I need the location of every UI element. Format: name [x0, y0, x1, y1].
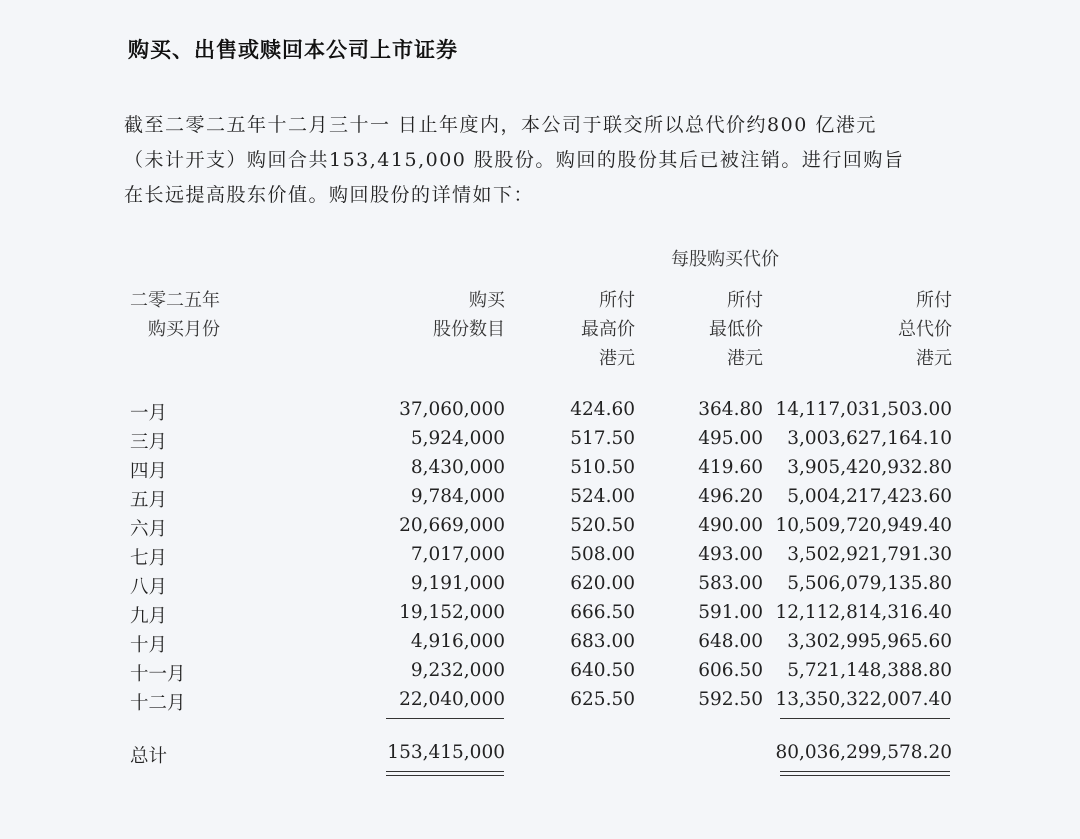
- column-header-line: 港元: [727, 348, 763, 369]
- total-consideration-cell: 14,117,031,503.00: [775, 399, 952, 420]
- table-row: [0, 602, 1080, 631]
- paragraph-line: 截至二零二五年十二月三十一 日止年度内，本公司于联交所以总代价约800 亿港元: [124, 114, 877, 136]
- high-price-cell: 510.50: [570, 457, 635, 478]
- shares-cell: 4,916,000: [410, 631, 505, 652]
- column-header-line: 最低价: [709, 319, 763, 340]
- high-price-cell: 524.00: [570, 486, 635, 507]
- table-row: [0, 457, 1080, 486]
- double-rule-shares-bottom: [386, 775, 504, 776]
- low-price-cell: 592.50: [698, 689, 763, 710]
- total-label: 总计: [130, 746, 168, 767]
- table-row: [0, 573, 1080, 602]
- shares-cell: 37,060,000: [399, 399, 505, 420]
- month-cell: 十二月: [130, 693, 186, 714]
- subtotal-rule-shares: [386, 718, 504, 719]
- low-price-cell: 583.00: [698, 573, 763, 594]
- column-header-line: 所付: [599, 290, 635, 311]
- column-header-line: 所付: [916, 290, 952, 311]
- shares-cell: 19,152,000: [399, 602, 505, 623]
- column-header-line: 最高价: [581, 319, 635, 340]
- high-price-cell: 424.60: [570, 399, 635, 420]
- subtotal-rule-consideration: [780, 718, 950, 719]
- low-price-cell: 490.00: [698, 515, 763, 536]
- total-consideration-cell: 3,502,921,791.30: [787, 544, 952, 565]
- table-row: [0, 689, 1080, 718]
- table-row: [0, 631, 1080, 660]
- shares-cell: 8,430,000: [410, 457, 505, 478]
- shares-cell: 9,191,000: [410, 573, 505, 594]
- month-cell: 四月: [130, 461, 168, 482]
- month-cell: 三月: [130, 432, 168, 453]
- shares-cell: 9,784,000: [410, 486, 505, 507]
- month-cell: 九月: [130, 606, 168, 627]
- month-cell: 八月: [130, 577, 168, 598]
- low-price-cell: 493.00: [698, 544, 763, 565]
- high-price-cell: 625.50: [570, 689, 635, 710]
- table-group-header: 每股购买代价: [671, 249, 779, 270]
- total-consideration-cell: 3,003,627,164.10: [787, 428, 952, 449]
- table-row: [0, 428, 1080, 457]
- high-price-cell: 640.50: [570, 660, 635, 681]
- total-consideration-cell: 5,004,217,423.60: [787, 486, 952, 507]
- month-cell: 一月: [130, 403, 168, 424]
- month-cell: 十月: [130, 635, 168, 656]
- column-header-month: [130, 286, 220, 344]
- shares-cell: 5,924,000: [410, 428, 505, 449]
- low-price-cell: 648.00: [698, 631, 763, 652]
- shares-cell: 22,040,000: [399, 689, 505, 710]
- total-consideration-cell: 10,509,720,949.40: [775, 515, 952, 536]
- double-rule-consideration-top: [780, 771, 950, 772]
- total-consideration-cell: 13,350,322,007.40: [775, 689, 952, 710]
- total-row: [0, 742, 1080, 771]
- total-shares-cell: 153,415,000: [387, 742, 505, 763]
- low-price-cell: 419.60: [698, 457, 763, 478]
- month-cell: 七月: [130, 548, 168, 569]
- double-rule-shares-top: [386, 771, 504, 772]
- table-row: [0, 660, 1080, 689]
- total-consideration-cell: 12,112,814,316.40: [775, 602, 952, 623]
- high-price-cell: 520.50: [570, 515, 635, 536]
- low-price-cell: 496.20: [698, 486, 763, 507]
- column-header-line: 购买月份: [148, 319, 220, 340]
- total-consideration-cell: 5,721,148,388.80: [787, 660, 952, 681]
- shares-cell: 9,232,000: [410, 660, 505, 681]
- high-price-cell: 683.00: [570, 631, 635, 652]
- high-price-cell: 517.50: [570, 428, 635, 449]
- column-header-low-price: [650, 286, 763, 373]
- column-header-line: 港元: [599, 348, 635, 369]
- month-cell: 六月: [130, 519, 168, 540]
- table-row: [0, 399, 1080, 428]
- double-rule-consideration-bottom: [780, 775, 950, 776]
- section-heading: 购买、出售或赎回本公司上市证券: [128, 38, 458, 62]
- column-header-line: 二零二五年: [130, 290, 220, 311]
- table-row: [0, 515, 1080, 544]
- column-header-shares: [380, 286, 505, 344]
- column-header-line: 股份数目: [433, 319, 505, 340]
- column-header-line: 所付: [727, 290, 763, 311]
- paragraph-line: （未计开支）购回合共153,415,000 股股份。购回的股份其后已被注销。进行回购旨: [124, 149, 905, 171]
- high-price-cell: 508.00: [570, 544, 635, 565]
- high-price-cell: 666.50: [570, 602, 635, 623]
- high-price-cell: 620.00: [570, 573, 635, 594]
- paragraph-line: 在长远提高股东价值。购回股份的详情如下：: [124, 184, 535, 206]
- column-header-line: 总代价: [898, 319, 952, 340]
- month-cell: 五月: [130, 490, 168, 511]
- low-price-cell: 495.00: [698, 428, 763, 449]
- column-header-line: 购买: [469, 290, 505, 311]
- column-header-total-consideration: [760, 286, 952, 373]
- month-cell: 十一月: [130, 664, 186, 685]
- low-price-cell: 606.50: [698, 660, 763, 681]
- total-consideration-cell: 3,302,995,965.60: [787, 631, 952, 652]
- total-consideration-cell: 3,905,420,932.80: [787, 457, 952, 478]
- low-price-cell: 591.00: [698, 602, 763, 623]
- total-consideration-value: 80,036,299,578.20: [775, 742, 952, 763]
- column-header-line: 港元: [916, 348, 952, 369]
- table-row: [0, 486, 1080, 515]
- shares-cell: 20,669,000: [399, 515, 505, 536]
- shares-cell: 7,017,000: [410, 544, 505, 565]
- low-price-cell: 364.80: [698, 399, 763, 420]
- table-row: [0, 544, 1080, 573]
- column-header-high-price: [520, 286, 635, 373]
- intro-paragraph: [124, 108, 964, 213]
- total-consideration-cell: 5,506,079,135.80: [787, 573, 952, 594]
